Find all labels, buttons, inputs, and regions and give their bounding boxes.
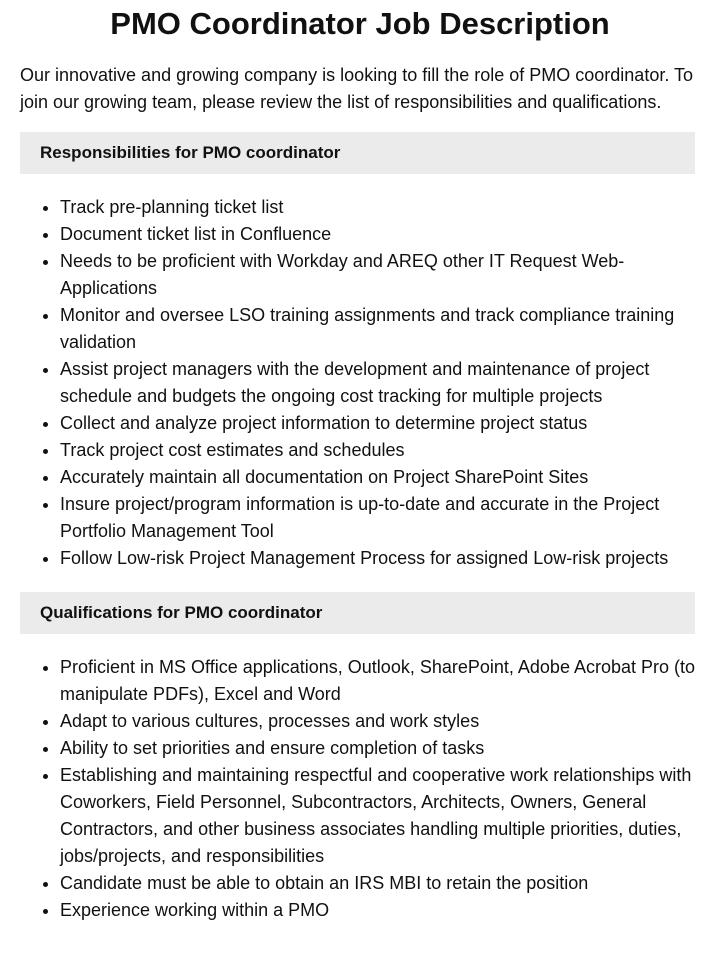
responsibilities-heading: Responsibilities for PMO coordinator (20, 132, 695, 174)
list-item: • Candidate must be able to obtain an IRS MBI to retain the position (60, 870, 695, 897)
list-item: • Insure project/program information is up-to-date and accurate in the Project Portfolio Management Tool (60, 491, 695, 545)
qualifications-list (20, 654, 695, 924)
list-item: • Document ticket list in Confluence (60, 221, 695, 248)
list-item: • Experience working within a PMO (60, 897, 695, 924)
responsibilities-list (20, 194, 695, 572)
list-item: • Assist project managers with the development and maintenance of project schedule and budgets the ongoing cost tracking for multiple projects (60, 356, 695, 410)
page-title: PMO Coordinator Job Description (110, 6, 610, 41)
list-item: • Needs to be proficient with Workday and AREQ other IT Request Web-Applications (60, 248, 695, 302)
list-item: • Proficient in MS Office applications, Outlook, SharePoint, Adobe Acrobat Pro (to manipulate PDFs), Excel and Word (60, 654, 695, 708)
list-item: • Track pre-planning ticket list (60, 194, 695, 221)
list-item: • Adapt to various cultures, processes and work styles (60, 708, 695, 735)
list-item: • Establishing and maintaining respectful and cooperative work relationships with Coworkers, Field Personnel, Subcontractors, Architects, Owners, General Contractors, and other business associates handling multiple priorities, duties, jobs/projects, and responsibilities (60, 762, 695, 870)
qualifications-heading: Qualifications for PMO coordinator (20, 592, 695, 634)
list-item: • Track project cost estimates and schedules (60, 437, 695, 464)
list-item: • Accurately maintain all documentation on Project SharePoint Sites (60, 464, 695, 491)
list-item: • Ability to set priorities and ensure completion of tasks (60, 735, 695, 762)
list-item: • Monitor and oversee LSO training assignments and track compliance training validation (60, 302, 695, 356)
list-item: • Follow Low-risk Project Management Process for assigned Low-risk projects (60, 545, 695, 572)
list-item: • Collect and analyze project information to determine project status (60, 410, 695, 437)
intro-text: Our innovative and growing company is looking to fill the role of PMO coordinator. To join our growing team, please review the list of responsibilities and qualifications. (20, 65, 694, 112)
